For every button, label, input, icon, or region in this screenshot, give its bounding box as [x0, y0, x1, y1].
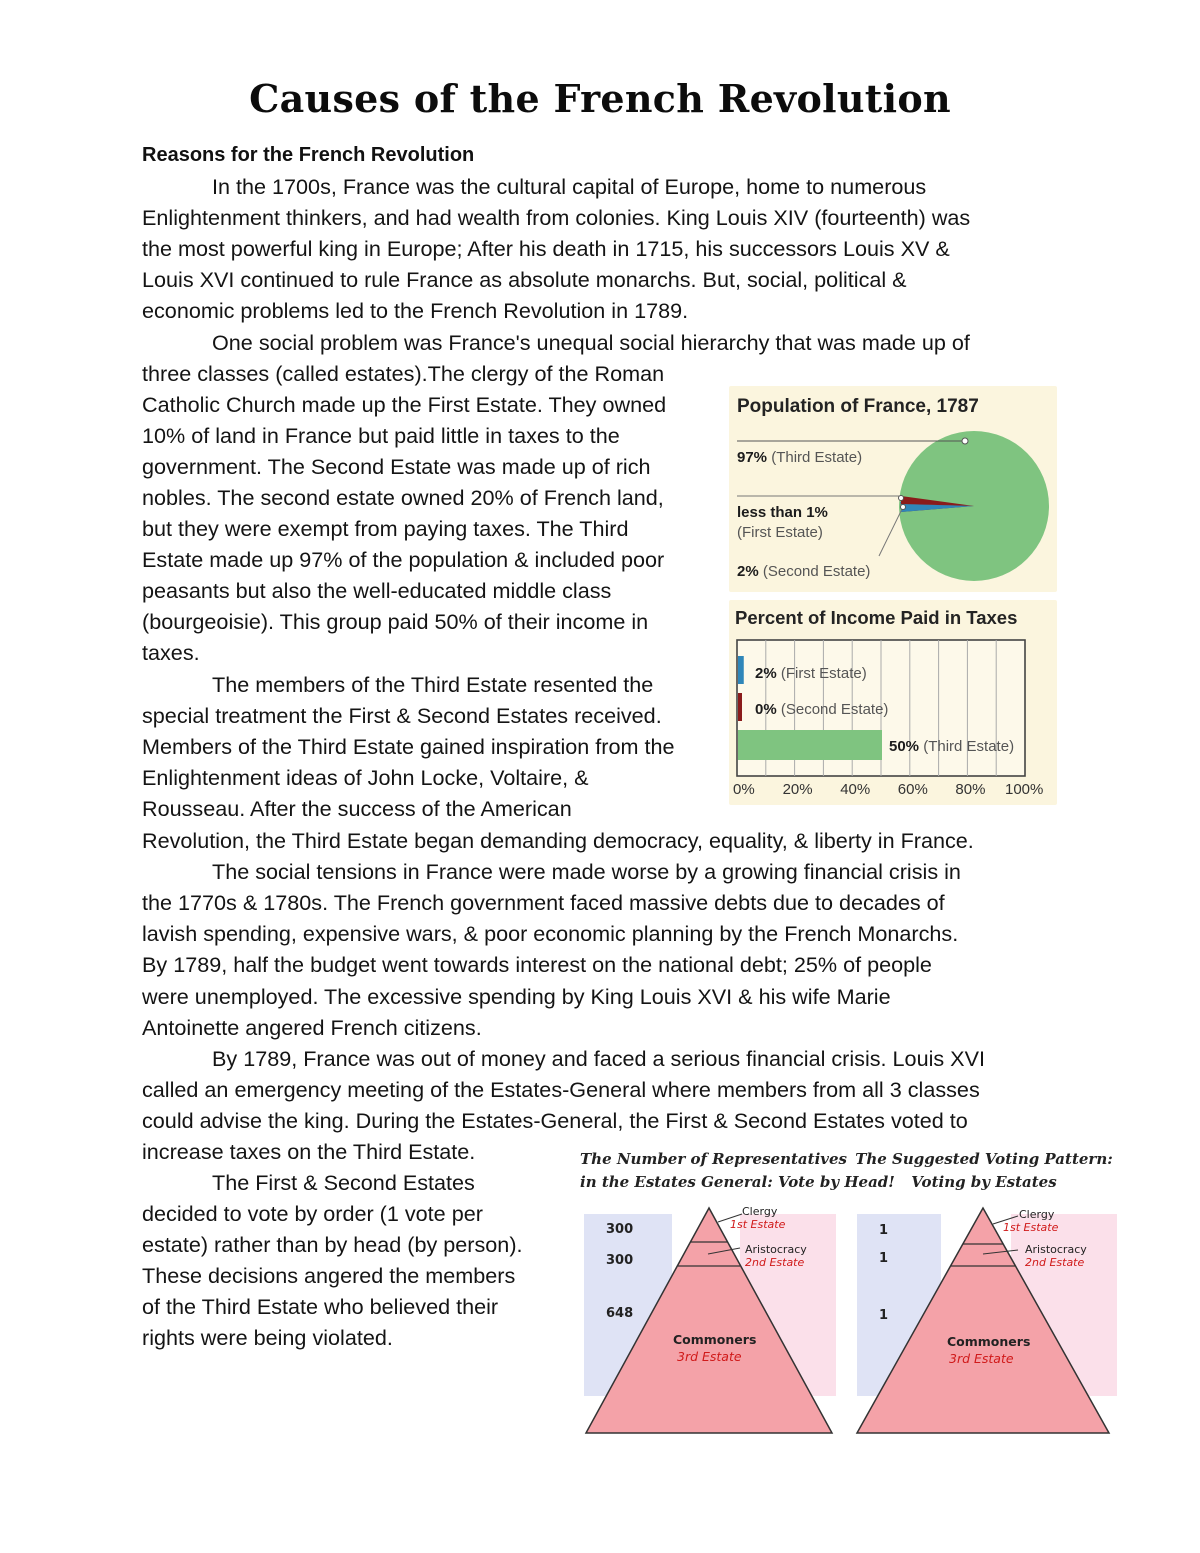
tax-tick-label: 80% [955, 781, 986, 798]
tax-label-first: 2% (First Estate) [755, 665, 867, 682]
body-line: taxes. [142, 640, 200, 665]
pyramid-head-num-2: 300 [606, 1253, 634, 1268]
pyramid-head-first-estate: 1st Estate [730, 1218, 786, 1231]
body-line: In the 1700s, France was the cultural capital of Europe, home to numerous [212, 174, 927, 199]
pyramid-vote-by-head [580, 1148, 895, 1438]
pyramid-estates-third-estate: 3rd Estate [949, 1351, 1014, 1366]
body-line: estate) rather than by head (by person). [142, 1232, 523, 1257]
body-line: lavish spending, expensive wars, & poor economic planning by the French Monarchs. [142, 921, 959, 946]
pyramid-estates-graphic [853, 1148, 1121, 1438]
pyramid-voting-by-estates [853, 1148, 1121, 1438]
body-line: By 1789, France was out of money and faced a serious financial crisis. Louis XVI [212, 1046, 985, 1071]
leader-dot-third [962, 438, 968, 444]
tax-bar-0 [738, 656, 744, 684]
tax-tick-label: 60% [897, 781, 928, 798]
body-line: The members of the Third Estate resented the [212, 672, 654, 697]
body-line: the 1770s & 1780s. The French government faced massive debts due to decades of [142, 890, 945, 915]
tax-chart-title: Percent of Income Paid in Taxes [735, 607, 1018, 628]
pyramid-estates-title: The Suggested Voting Pattern: Voting by Estates [855, 1150, 1113, 1191]
body-line: special treatment the First & Second Estates received. [142, 703, 662, 728]
body-line: called an emergency meeting of the Estates-General where members from all 3 classes [142, 1077, 980, 1102]
pyramid-head-num-3: 648 [606, 1306, 634, 1321]
pyramid-head-num-1: 300 [606, 1222, 634, 1237]
body-line: three classes (called estates).The clergy of the Roman [142, 361, 665, 386]
body-line: Antoinette angered French citizens. [142, 1015, 482, 1040]
body-line: rights were being violated. [142, 1325, 393, 1350]
body-line: (bourgeoisie). This group paid 50% of their income in [142, 609, 649, 634]
body-line: Enlightenment ideas of John Locke, Voltaire, & [142, 765, 589, 790]
body-line: were unemployed. The excessive spending by King Louis XVI & his wife Marie [142, 984, 891, 1009]
body-line: nobles. The second estate owned 20% of French land, [142, 485, 664, 510]
tax-tick-label: 100% [1005, 781, 1044, 798]
leader-line-second [879, 507, 903, 556]
body-line: 10% of land in France but paid little in taxes to the [142, 423, 620, 448]
pyramid-estates-second-estate: 2nd Estate [1025, 1256, 1085, 1269]
pyramid-estates-num-1: 1 [879, 1223, 889, 1238]
body-line: decided to vote by order (1 vote per [142, 1201, 483, 1226]
pyramid-head-graphic [580, 1148, 895, 1438]
body-line: economic problems led to the French Revolution in 1789. [142, 298, 689, 323]
label-first-estate: less than 1% (First Estate) [737, 504, 828, 541]
tax-chart-panel [729, 600, 1057, 805]
population-chart-title: Population of France, 1787 [737, 396, 979, 417]
body-line: the most powerful king in Europe; After his death in 1715, his successors Louis XV & [142, 236, 950, 261]
body-line: Members of the Third Estate gained inspiration from the [142, 734, 675, 759]
tax-bar-2 [738, 730, 882, 760]
pyramid-estates-commoners: Commoners [947, 1334, 1031, 1349]
pyramid-estates-first-estate: 1st Estate [1003, 1221, 1059, 1234]
tax-bar-1 [738, 693, 742, 721]
body-line: Enlightenment thinkers, and had wealth from colonies. King Louis XIV (fourteenth) was [142, 205, 971, 230]
body-line: Rousseau. After the success of the American [142, 796, 572, 821]
body-line: Louis XVI continued to rule France as absolute monarchs. But, social, political & [142, 267, 907, 292]
body-line: The First & Second Estates [212, 1170, 475, 1195]
pyramid-estates-num-2: 1 [879, 1251, 889, 1266]
body-line: government. The Second Estate was made up of rich [142, 454, 651, 479]
leader-dot-second [901, 505, 906, 510]
body-line: could advise the king. During the Estates-General, the First & Second Estates voted to [142, 1108, 968, 1133]
section-heading: Reasons for the French Revolution [142, 144, 475, 166]
pyramid-head-aristocracy: Aristocracy [745, 1243, 807, 1256]
population-pie [729, 386, 1057, 592]
pyramid-estates-num-3: 1 [879, 1308, 889, 1323]
body-line: Catholic Church made up the First Estate. They owned [142, 392, 667, 417]
pyramid-head-commoners: Commoners [673, 1332, 757, 1347]
pyramid-estates-clergy: Clergy [1019, 1208, 1055, 1221]
body-line: Revolution, the Third Estate began demanding democracy, equality, & liberty in France. [142, 828, 974, 853]
body-line: Estate made up 97% of the population & included poor [142, 547, 665, 572]
tax-tick-label: 20% [782, 781, 813, 798]
tax-tick-label: 40% [840, 781, 871, 798]
page-title: Causes of the French Revolution [249, 76, 951, 121]
label-second-estate: 2% (Second Estate) [737, 563, 871, 580]
body-line: increase taxes on the Third Estate. [142, 1139, 476, 1164]
tax-label-third: 50% (Third Estate) [889, 738, 1015, 755]
body-line: but they were exempt from paying taxes. The Third [142, 516, 629, 541]
body-line: peasants but also the well-educated middle class [142, 578, 612, 603]
body-line: By 1789, half the budget went towards interest on the national debt; 25% of people [142, 952, 932, 977]
tax-tick-label: 0% [733, 781, 755, 798]
body-line: The social tensions in France were made worse by a growing financial crisis in [212, 859, 961, 884]
pyramid-head-third-estate: 3rd Estate [677, 1349, 742, 1364]
label-third-estate: 97% (Third Estate) [737, 449, 863, 466]
pyramid-head-clergy: Clergy [742, 1205, 778, 1218]
body-line: of the Third Estate who believed their [142, 1294, 499, 1319]
population-chart-panel [729, 386, 1057, 592]
leader-dot-first [899, 496, 904, 501]
pyramid-head-title: The Number of Representatives in the Estates General: Vote by Head! [580, 1150, 895, 1191]
tax-label-second: 0% (Second Estate) [755, 701, 889, 718]
body-line: One social problem was France's unequal social hierarchy that was made up of [212, 330, 970, 355]
pyramid-head-second-estate: 2nd Estate [745, 1256, 805, 1269]
body-line: These decisions angered the members [142, 1263, 516, 1288]
pyramid-estates-aristocracy: Aristocracy [1025, 1243, 1087, 1256]
